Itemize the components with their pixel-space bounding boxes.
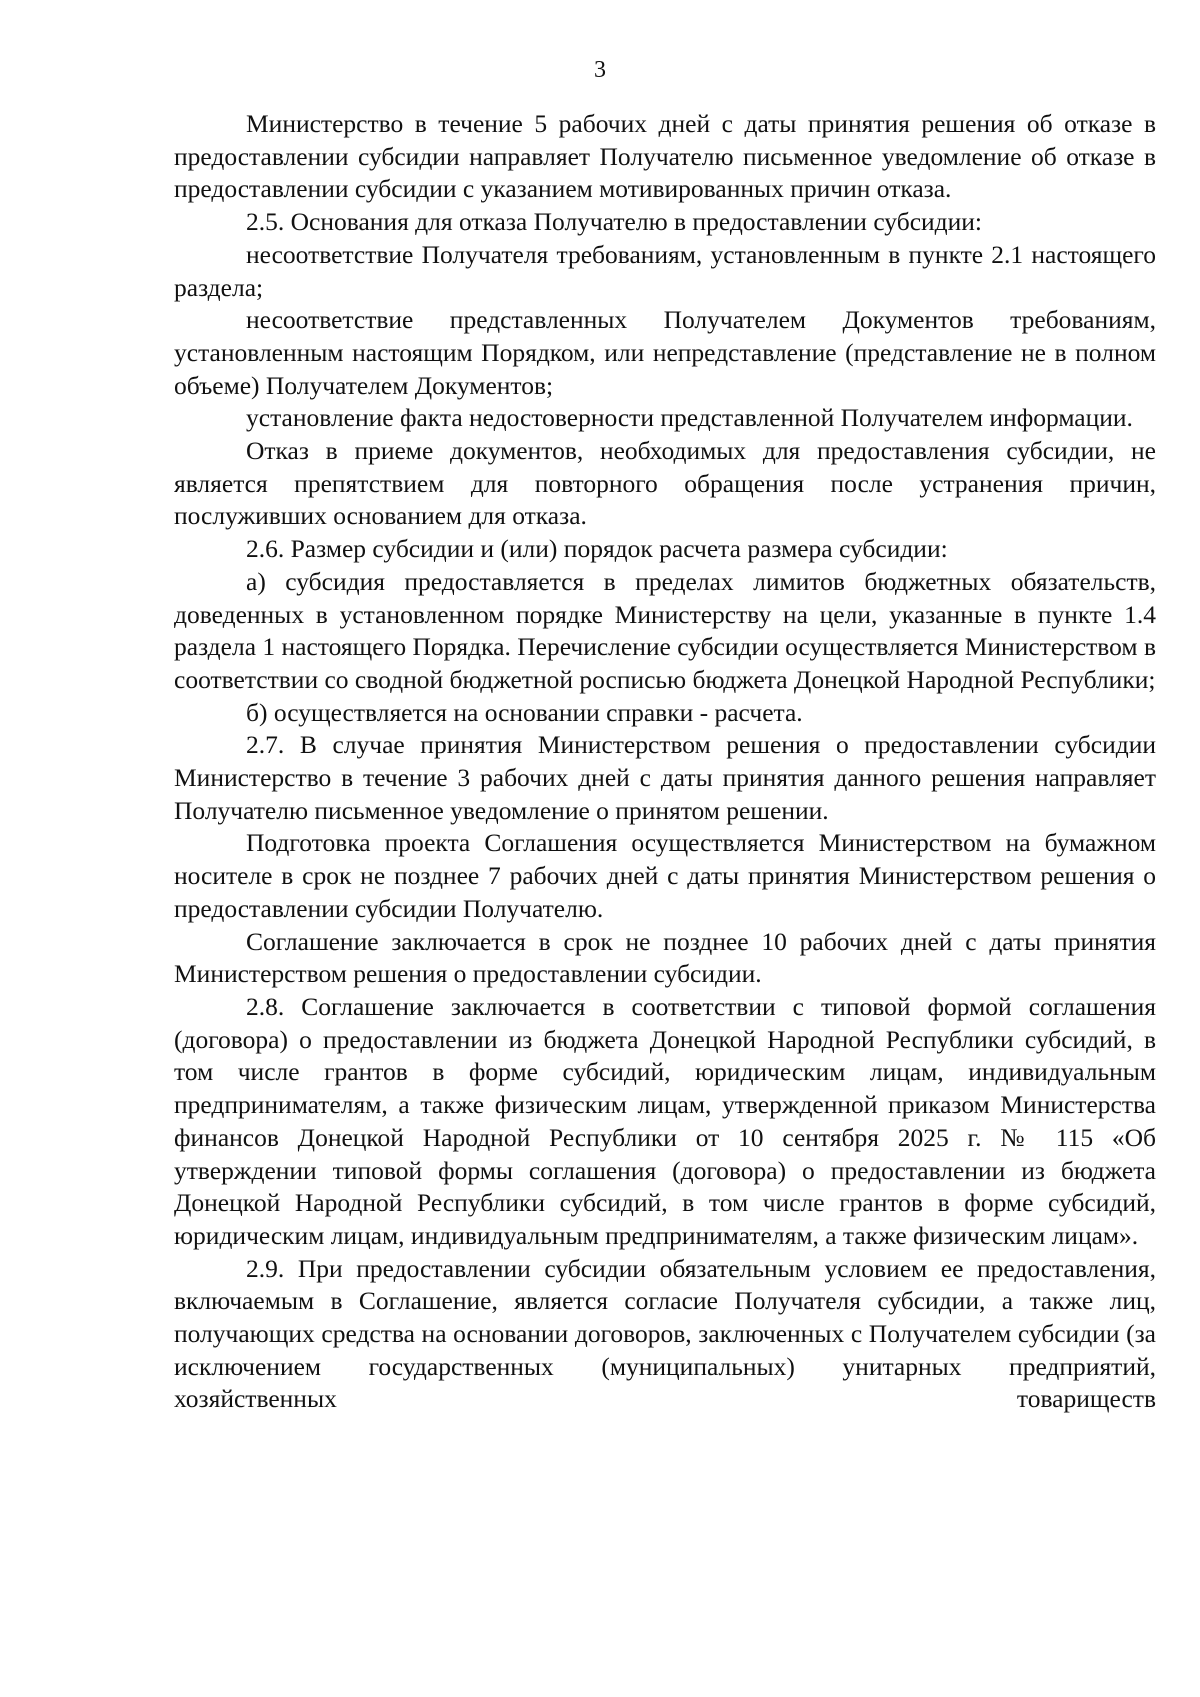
paragraph-2-6-a: а) субсидия предоставляется в пределах лимитов бюджетных обязательств, доведенных в установленном порядке Министерству на цели, указанные в пункте 1.4 раздела 1 настоящего Порядка. Перечисление субсидии осуществляется Министерством в соответствии со сводной бюджетной росписью бюджета Донецкой Народной Республики; [174, 566, 1156, 694]
paragraph-agreement-conclusion: Соглашение заключается в срок не позднее 10 рабочих дней с даты принятия Министерством решения о предоставлении субсидии. [174, 926, 1156, 989]
paragraph-2-5-heading: 2.5. Основания для отказа Получателю в предоставлении субсидии: [246, 207, 983, 237]
paragraph-refusal-notice: Министерство в течение 5 рабочих дней с даты принятия решения об отказе в предоставлении субсидии направляет Получателю письменное уведомление об отказе в предоставлении субсидии с указанием мотивированных причин отказа. [174, 109, 1156, 204]
paragraph-2-6-b: б) осуществляется на основании справки - расчета. [246, 697, 803, 727]
paragraph-2-9: 2.9. При предоставлении субсидии обязательным условием ее предоставления, включаемым в Соглашение, является согласие Получателя субсидии, а также лиц, получающих средства на основании договоров, заключенных с Получателем субсидии (за исключением государственных (муниципальных) унитарных предприятий, хозяйственных товариществ [174, 1253, 1156, 1414]
paragraph-2-7: 2.7. В случае принятия Министерством решения о предоставлении субсидии Министерство в течение 3 рабочих дней с даты принятия данного решения направляет Получателю письменное уведомление о принятом решении. [174, 730, 1156, 825]
page-number: 3 [594, 57, 606, 83]
paragraph-2-5-item-2: несоответствие представленных Получателем Документов требованиям, установленным настоящим Порядком, или непредставление (представление не в полном объеме) Получателем Документов; [174, 305, 1156, 400]
paragraph-refusal-not-obstacle: Отказ в приеме документов, необходимых для предоставления субсидии, не является препятствием для повторного обращения после устранения причин, послуживших основанием для отказа. [174, 436, 1156, 531]
paragraph-2-5-item-3: установление факта недостоверности представленной Получателем информации. [246, 403, 1133, 433]
paragraph-2-6-heading: 2.6. Размер субсидии и (или) порядок расчета размера субсидии: [246, 534, 948, 564]
paragraph-2-8: 2.8. Соглашение заключается в соответствии с типовой формой соглашения (договора) о предоставлении из бюджета Донецкой Народной Республики субсидий, в том числе грантов в форме субсидий, юридическим лицам, индивидуальным предпринимателям, а также физическим лицам, утвержденной приказом Министерства финансов Донецкой Народной Республики от 10 сентября 2025 г. № 115 «Об утверждении типовой формы соглашения (договора) о предоставлении из бюджета Донецкой Народной Республики субсидий, в том числе грантов в форме субсидий, юридическим лицам, индивидуальным предпринимателям, а также физическим лицам». [174, 991, 1156, 1250]
paragraph-2-5-item-1: несоответствие Получателя требованиям, установленным в пункте 2.1 настоящего раздела; [174, 239, 1156, 302]
paragraph-agreement-preparation: Подготовка проекта Соглашения осуществляется Министерством на бумажном носителе в срок не позднее 7 рабочих дней с даты принятия Министерством решения о предоставлении субсидии Получателю. [174, 828, 1156, 923]
document-body [174, 108, 1156, 1416]
